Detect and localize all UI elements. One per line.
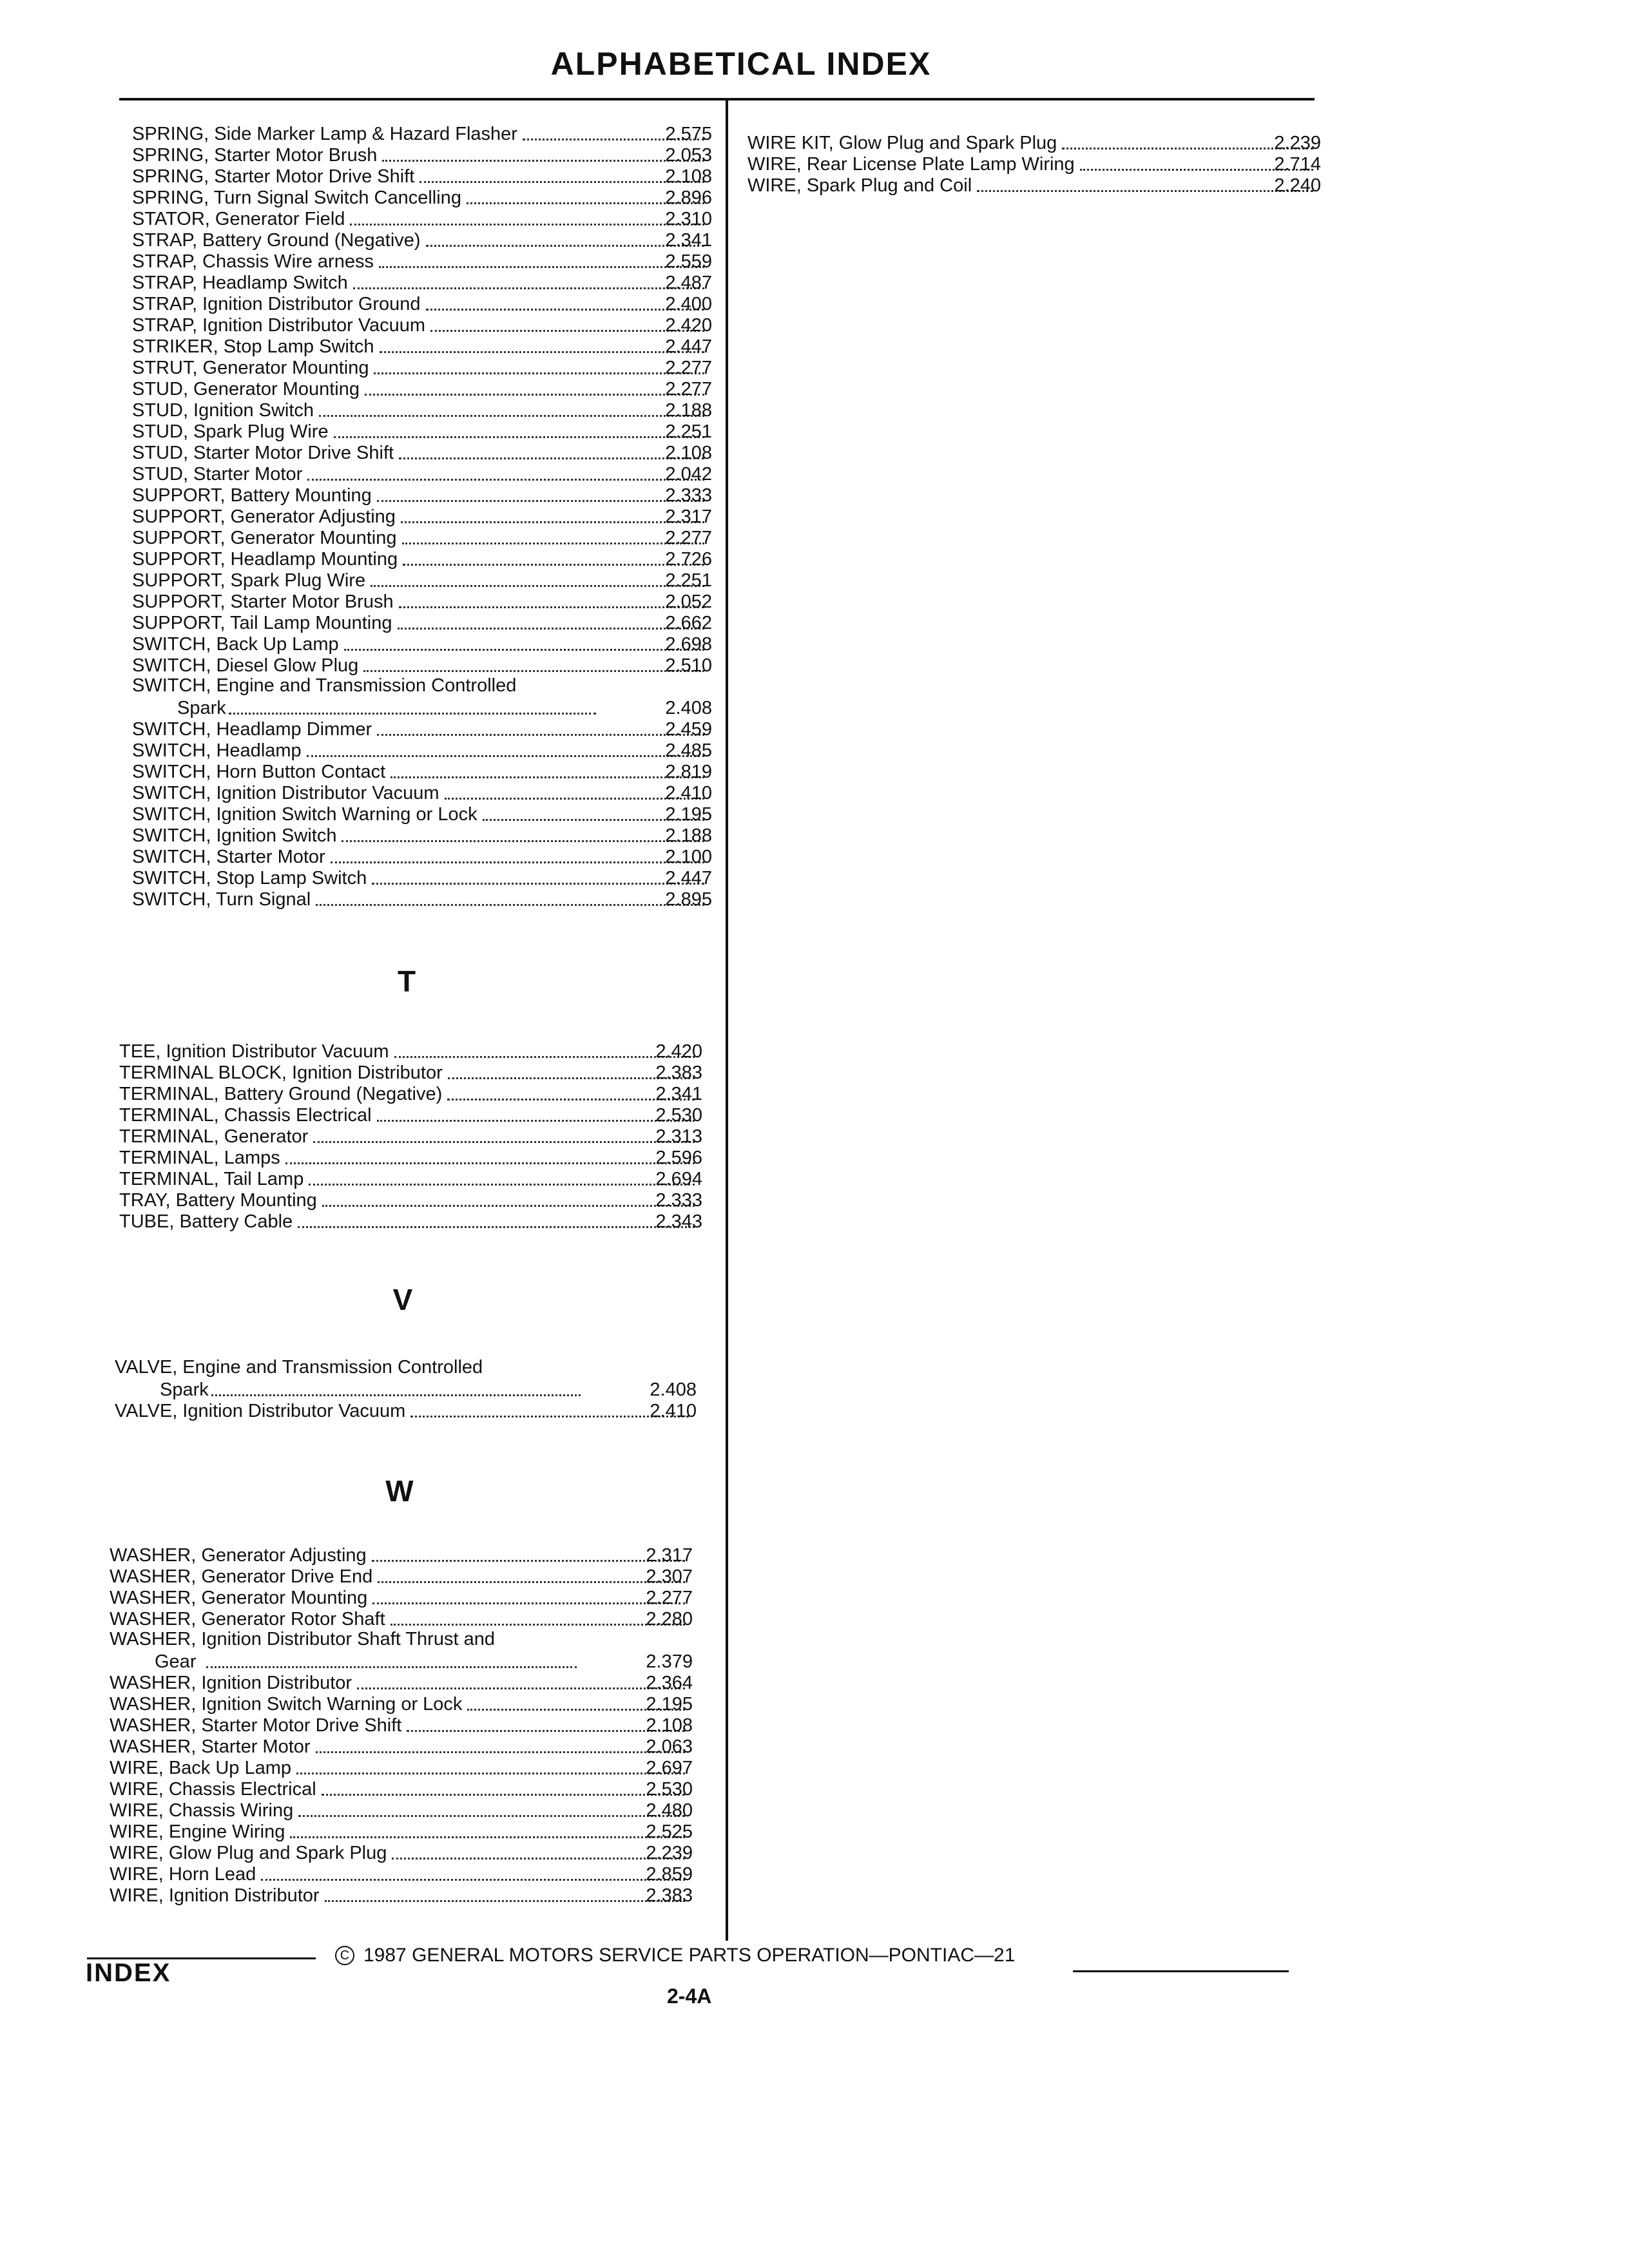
entry-page-number: 2.420 [665, 315, 712, 336]
entry-page-number: 2.697 [646, 1758, 693, 1778]
index-entry [132, 293, 712, 314]
entry-page-number: 2.108 [646, 1715, 693, 1736]
entry-text: SWITCH, Back Up Lamp [132, 634, 339, 655]
index-entry [132, 803, 712, 824]
entry-page-number: 2.277 [665, 528, 712, 548]
entry-page-number: 2.485 [665, 740, 712, 761]
footer-index-label: INDEX [86, 1959, 171, 1987]
entry-continuation: Gear [155, 1651, 197, 1672]
entry-text: TERMINAL, Tail Lamp [119, 1169, 304, 1189]
entry-text: SWITCH, Ignition Switch [132, 825, 337, 846]
index-entry [132, 782, 712, 803]
index-entry [132, 271, 712, 293]
dot-leader [206, 1666, 577, 1668]
entry-text: SUPPORT, Generator Mounting [132, 528, 397, 548]
entry-page-number: 2.251 [665, 421, 712, 442]
entry-text: VALVE, Ignition Distributor Vacuum [115, 1401, 406, 1421]
entry-page-number: 2.240 [1274, 175, 1321, 196]
entry-page-number: 2.662 [665, 613, 712, 633]
entry-text: STRAP, Battery Ground (Negative) [132, 230, 421, 251]
entry-text: SWITCH, Horn Button Contact [132, 762, 386, 782]
entry-text: WIRE, Back Up Lamp [110, 1758, 292, 1778]
entry-text: WIRE, Chassis Electrical [110, 1779, 316, 1800]
entry-page-number: 2.383 [655, 1062, 702, 1083]
entry-text: WIRE, Engine Wiring [110, 1821, 285, 1842]
page-title: ALPHABETICAL INDEX [550, 46, 932, 82]
entry-page-number: 2.819 [665, 762, 712, 782]
entry-text: STRAP, Headlamp Switch [132, 273, 348, 293]
entry-text: STATOR, Generator Field [132, 209, 345, 229]
index-entry [132, 463, 712, 484]
entry-text: WASHER, Ignition Distributor [110, 1673, 352, 1693]
index-entry [132, 378, 712, 399]
index-entry [132, 548, 712, 569]
section-heading-t: T [397, 965, 416, 998]
index-entry [119, 1040, 702, 1061]
index-entry [132, 250, 712, 271]
index-entry [132, 335, 712, 356]
index-entry [132, 420, 712, 441]
index-entry [110, 1841, 693, 1863]
entry-page-number: 2.726 [665, 549, 712, 570]
index-entry [119, 1146, 702, 1168]
entry-text: STRAP, Ignition Distributor Vacuum [132, 315, 426, 336]
entry-text: STRAP, Chassis Wire arness [132, 251, 374, 272]
index-entry [132, 654, 712, 675]
index-entry [110, 1714, 693, 1735]
entry-page-number: 2.895 [665, 889, 712, 910]
entry-page-number: 2.510 [665, 655, 712, 676]
index-entry [747, 153, 1321, 174]
entry-page-number: 2.042 [665, 464, 712, 485]
entry-page-number: 2.364 [646, 1673, 693, 1693]
entry-page-number: 2.383 [646, 1885, 693, 1906]
index-entry [119, 1168, 702, 1189]
index-entry [119, 1061, 702, 1082]
entry-page-number: 2.052 [665, 591, 712, 612]
entry-text: SUPPORT, Starter Motor Brush [132, 591, 394, 612]
entry-page-number: 2.896 [665, 187, 712, 208]
entry-text: WASHER, Ignition Distributor Shaft Thrust and [110, 1629, 495, 1649]
entry-page-number: 2.410 [665, 783, 712, 803]
entry-page-number: 2.530 [646, 1779, 693, 1800]
index-entry [132, 569, 712, 590]
entry-page-number: 2.400 [665, 294, 712, 314]
entry-page-number: 2.341 [655, 1084, 702, 1104]
entry-page-number: 2.310 [665, 209, 712, 229]
entry-page-number: 2.277 [665, 379, 712, 399]
entry-page-number: 2.277 [665, 358, 712, 378]
entry-page-number: 2.714 [1274, 154, 1321, 175]
entry-page-number: 2.100 [665, 847, 712, 867]
entry-page-number: 2.108 [665, 443, 712, 463]
index-list-s [132, 122, 712, 909]
entry-page-number: 2.698 [665, 634, 712, 655]
entry-page-number: 2.859 [646, 1864, 693, 1885]
entry-page-number: 2.239 [1274, 133, 1321, 153]
entry-text: STUD, Starter Motor Drive Shift [132, 443, 394, 463]
section-heading-w: W [385, 1474, 414, 1508]
entry-text: STRUT, Generator Mounting [132, 358, 369, 378]
index-entry [132, 611, 712, 633]
entry-continuation: Spark [160, 1379, 209, 1400]
entry-page-number: 2.195 [665, 804, 712, 825]
index-entry [132, 718, 712, 739]
entry-text: SUPPORT, Headlamp Mounting [132, 549, 398, 570]
entry-text: STUD, Starter Motor [132, 464, 303, 485]
index-entry [115, 1399, 697, 1421]
entry-page-number: 2.379 [646, 1651, 693, 1672]
entry-continuation: Spark [177, 698, 226, 718]
entry-page-number: 2.195 [646, 1694, 693, 1715]
index-entry [132, 356, 712, 378]
copyright-symbol: C [335, 1946, 354, 1965]
entry-text: SWITCH, Diesel Glow Plug [132, 655, 359, 676]
entry-page-number: 2.188 [665, 825, 712, 846]
section-heading-v: V [392, 1283, 413, 1316]
index-entry [132, 144, 712, 165]
entry-page-number: 2.408 [665, 698, 712, 718]
entry-page-number: 2.420 [655, 1041, 702, 1062]
entry-text: SUPPORT, Battery Mounting [132, 485, 372, 506]
entry-page-number: 2.280 [646, 1609, 693, 1629]
index-entry [119, 1082, 702, 1104]
entry-page-number: 2.694 [655, 1169, 702, 1189]
entry-page-number: 2.108 [665, 166, 712, 187]
entry-text: WASHER, Generator Mounting [110, 1588, 368, 1608]
index-entry [747, 174, 1321, 195]
dot-leader [229, 713, 596, 715]
index-entry [119, 1189, 702, 1210]
entry-text: SUPPORT, Tail Lamp Mounting [132, 613, 392, 633]
entry-text: WASHER, Starter Motor [110, 1736, 311, 1757]
entry-text: TERMINAL, Battery Ground (Negative) [119, 1084, 443, 1104]
entry-page-number: 2.410 [650, 1401, 697, 1421]
entry-text: SWITCH, Engine and Transmission Controlled [132, 675, 517, 696]
entry-text: WASHER, Starter Motor Drive Shift [110, 1715, 402, 1736]
index-entry [132, 229, 712, 250]
entry-text: SPRING, Starter Motor Brush [132, 145, 378, 166]
entry-page-number: 2.341 [665, 230, 712, 251]
index-entry [132, 399, 712, 420]
index-entry [132, 441, 712, 463]
title-rule [119, 98, 1315, 101]
entry-text: WIRE KIT, Glow Plug and Spark Plug [747, 133, 1057, 153]
entry-page-number: 2.063 [646, 1736, 693, 1757]
entry-text: STUD, Ignition Switch [132, 400, 314, 421]
entry-text: TERMINAL BLOCK, Ignition Distributor [119, 1062, 443, 1083]
entry-text: SWITCH, Starter Motor [132, 847, 325, 867]
entry-page-number: 2.447 [665, 336, 712, 357]
index-entry [110, 1884, 693, 1905]
entry-page-number: 2.188 [665, 400, 712, 421]
index-list-column2 [747, 131, 1321, 195]
entry-text: WASHER, Generator Adjusting [110, 1545, 367, 1566]
entry-text: SWITCH, Headlamp [132, 740, 302, 761]
index-entry [132, 633, 712, 654]
index-list-v [115, 1357, 697, 1421]
index-entry [110, 1799, 693, 1820]
column-divider [726, 98, 728, 1941]
entry-text: STUD, Spark Plug Wire [132, 421, 329, 442]
index-entry [110, 1735, 693, 1756]
index-entry [132, 760, 712, 782]
entry-text: TERMINAL, Generator [119, 1126, 309, 1147]
index-entry [132, 505, 712, 526]
index-entry [132, 845, 712, 867]
entry-page-number: 2.343 [655, 1211, 702, 1232]
index-entry [119, 1210, 702, 1231]
entry-page-number: 2.408 [650, 1379, 697, 1400]
index-entry [110, 1671, 693, 1693]
entry-page-number: 2.530 [655, 1105, 702, 1126]
entry-text: SUPPORT, Generator Adjusting [132, 506, 396, 527]
entry-text: STUD, Generator Mounting [132, 379, 360, 399]
entry-text: SWITCH, Ignition Switch Warning or Lock [132, 804, 477, 825]
entry-text: WIRE, Ignition Distributor [110, 1885, 320, 1906]
entry-text: STRAP, Ignition Distributor Ground [132, 294, 421, 314]
entry-page-number: 2.239 [646, 1843, 693, 1863]
entry-text: TRAY, Battery Mounting [119, 1190, 317, 1211]
index-list-w [110, 1544, 693, 1905]
index-entry [110, 1544, 693, 1565]
index-entry [747, 131, 1321, 153]
index-entry [110, 1565, 693, 1586]
index-entry [119, 1104, 702, 1125]
copyright-text: 1987 GENERAL MOTORS SERVICE PARTS OPERATION—PONTIAC—21 [363, 1945, 1016, 1966]
entry-page-number: 2.317 [665, 506, 712, 527]
index-entry [132, 590, 712, 611]
index-entry [132, 122, 712, 144]
entry-text: WIRE, Glow Plug and Spark Plug [110, 1843, 387, 1863]
index-entry [132, 207, 712, 229]
entry-page-number: 2.559 [665, 251, 712, 272]
entry-text: WASHER, Generator Drive End [110, 1566, 373, 1587]
entry-text: WIRE, Horn Lead [110, 1864, 256, 1885]
index-entry [110, 1863, 693, 1884]
entry-page-number: 2.313 [655, 1126, 702, 1147]
footer-copyright [335, 1945, 1015, 1966]
index-entry [132, 314, 712, 335]
entry-text: VALVE, Engine and Transmission Controlled [115, 1357, 483, 1378]
entry-page-number: 2.525 [646, 1821, 693, 1842]
entry-page-number: 2.596 [655, 1148, 702, 1168]
entry-text: SWITCH, Stop Lamp Switch [132, 868, 367, 889]
entry-page-number: 2.307 [646, 1566, 693, 1587]
index-entry [110, 1586, 693, 1608]
index-entry [132, 484, 712, 505]
entry-page-number: 2.480 [646, 1800, 693, 1821]
entry-page-number: 2.575 [665, 124, 712, 144]
index-entry [132, 526, 712, 548]
entry-text: SUPPORT, Spark Plug Wire [132, 570, 366, 591]
footer-rule-right [1073, 1970, 1289, 1972]
entry-page-number: 2.447 [665, 868, 712, 889]
index-entry [110, 1756, 693, 1778]
entry-text: SWITCH, Turn Signal [132, 889, 311, 910]
entry-page-number: 2.459 [665, 719, 712, 740]
entry-text: TUBE, Battery Cable [119, 1211, 293, 1232]
index-entry [110, 1820, 693, 1841]
entry-text: TERMINAL, Lamps [119, 1148, 280, 1168]
entry-page-number: 2.333 [655, 1190, 702, 1211]
entry-text: SWITCH, Ignition Distributor Vacuum [132, 783, 439, 803]
index-entry [110, 1608, 693, 1629]
entry-text: SPRING, Side Marker Lamp & Hazard Flasher [132, 124, 517, 144]
entry-text: SPRING, Turn Signal Switch Cancelling [132, 187, 461, 208]
entry-page-number: 2.317 [646, 1545, 693, 1566]
entry-text: TEE, Ignition Distributor Vacuum [119, 1041, 389, 1062]
entry-text: WASHER, Ignition Switch Warning or Lock [110, 1694, 463, 1715]
index-entry [110, 1778, 693, 1799]
entry-page-number: 2.487 [665, 273, 712, 293]
entry-page-number: 2.251 [665, 570, 712, 591]
entry-page-number: 2.277 [646, 1588, 693, 1608]
index-entry [132, 675, 712, 718]
entry-page-number: 2.053 [665, 145, 712, 166]
index-list-t [119, 1040, 702, 1231]
entry-text: TERMINAL, Chassis Electrical [119, 1105, 372, 1126]
index-entry [115, 1357, 697, 1399]
index-entry [119, 1125, 702, 1146]
index-entry [132, 186, 712, 207]
entry-text: WIRE, Rear License Plate Lamp Wiring [747, 154, 1075, 175]
index-entry [132, 888, 712, 909]
entry-page-number: 2.333 [665, 485, 712, 506]
entry-text: SWITCH, Headlamp Dimmer [132, 719, 372, 740]
page-number: 2-4A [667, 1984, 712, 2008]
entry-text: WIRE, Spark Plug and Coil [747, 175, 972, 196]
index-entry [132, 739, 712, 760]
entry-text: STRIKER, Stop Lamp Switch [132, 336, 374, 357]
entry-text: SPRING, Starter Motor Drive Shift [132, 166, 415, 187]
entry-text: WIRE, Chassis Wiring [110, 1800, 294, 1821]
entry-text: WASHER, Generator Rotor Shaft [110, 1609, 385, 1629]
index-entry [132, 824, 712, 845]
dot-leader [211, 1394, 581, 1396]
index-entry [110, 1629, 693, 1671]
index-entry [110, 1693, 693, 1714]
index-entry [132, 867, 712, 888]
index-entry [132, 165, 712, 186]
